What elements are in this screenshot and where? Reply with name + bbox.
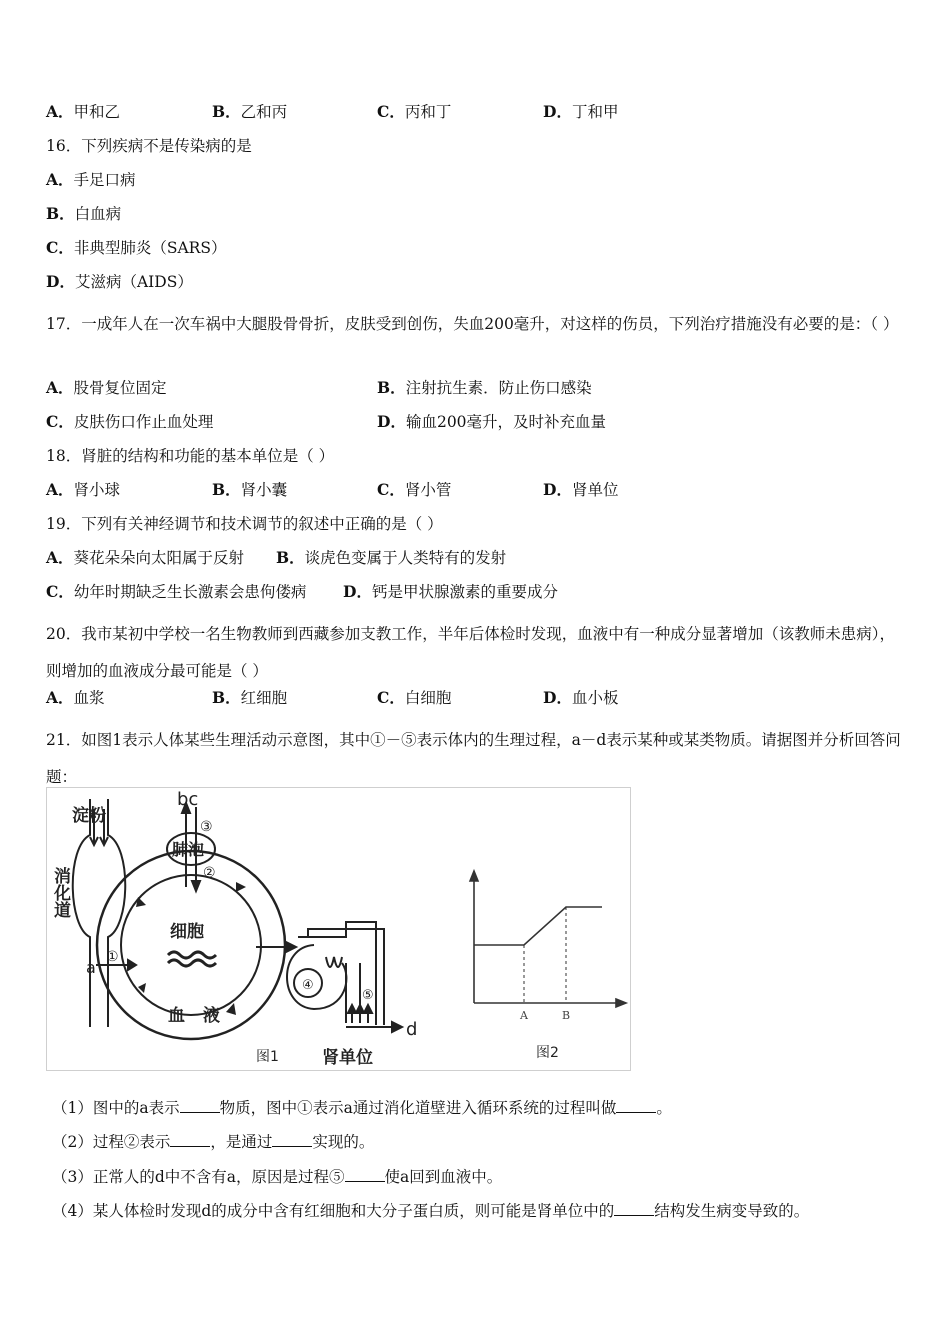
q17-option-c: C．皮肤伤口作止血处理: [46, 412, 214, 431]
q19-option-d: D．钙是甲状腺激素的重要成分: [343, 582, 558, 601]
answer-blank[interactable]: [345, 1167, 385, 1182]
figure2-tick-a: A: [520, 1009, 528, 1022]
label-digestive-tract: 消化道: [50, 867, 70, 918]
q17-option-d: D．输血200毫升，及时补充血量: [377, 412, 607, 431]
q20-option-c: C．白细胞: [377, 688, 452, 707]
answer-blank[interactable]: [272, 1132, 312, 1147]
q15-option-a: A．甲和乙: [46, 102, 121, 121]
q16-option-c: C．非典型肺炎（SARS）: [46, 238, 227, 257]
label-nephron: 肾单位: [322, 1048, 373, 1068]
q16-stem: 16．下列疾病不是传染病的是: [46, 137, 252, 155]
q20-option-b: B．红细胞: [212, 688, 288, 707]
q16-option-a: A．手足口病: [46, 170, 136, 189]
q16-option-d: D．艾滋病（AIDS）: [46, 272, 193, 291]
q19-option-b: B．谈虎色变属于人类特有的发射: [276, 548, 507, 567]
q18-option-c: C．肾小管: [377, 480, 452, 499]
figure2-label: 图2: [536, 1045, 559, 1061]
label-a: a: [86, 958, 96, 977]
answer-blank[interactable]: [614, 1201, 654, 1216]
q21-stem: 21．如图1表示人体某些生理活动示意图，其中①－⑤表示体内的生理过程，a－d表示某种或某类物质。请据图并分析回答问题：: [46, 731, 901, 786]
figure1-label: 图1: [256, 1049, 279, 1065]
label-d: d: [406, 1019, 418, 1040]
q15-option-b: B．乙和丙: [212, 102, 288, 121]
q15-option-c: C．丙和丁: [377, 102, 452, 121]
label-bc: bc: [177, 789, 199, 810]
q20-stem: 20．我市某初中学校一名生物教师到西藏参加支教工作，半年后体检时发现，血液中有一种成分显著增加（该教师未患病），则增加的血液成分最可能是（ ）: [46, 625, 895, 680]
q19-option-c: C．幼年时期缺乏生长激素会患佝偻病: [46, 582, 307, 601]
q16-option-b: B．白血病: [46, 204, 122, 223]
figure2-tick-b: B: [562, 1009, 571, 1022]
q21-figure: [46, 787, 631, 1071]
q21-sub-2: （2）过程②表示 ，是通过 实现的。: [52, 1133, 375, 1151]
label-starch: 淀粉: [72, 806, 106, 826]
q15-option-d: D．丁和甲: [543, 102, 619, 121]
answer-blank[interactable]: [170, 1132, 210, 1147]
q19-option-a: A．葵花朵朵向太阳属于反射: [46, 548, 245, 567]
label-alveoli: 肺泡: [172, 840, 205, 859]
q20-option-d: D．血小板: [543, 688, 619, 707]
marker-1: ①: [106, 949, 119, 965]
q18-option-d: D．肾单位: [543, 480, 619, 499]
label-cell: 细胞: [170, 922, 204, 942]
q18-option-a: A．肾小球: [46, 480, 121, 499]
q20-option-a: A．血浆: [46, 688, 105, 707]
marker-2: ②: [203, 865, 216, 881]
q21-sub-4: （4）某人体检时发现d的成分中含有红细胞和大分子蛋白质，则可能是肾单位中的 结构发生病变导致的。: [52, 1202, 810, 1220]
q19-stem: 19．下列有关神经调节和技术调节的叙述中正确的是（ ）: [46, 515, 443, 533]
q21-sub-1: （1）图中的a表示 物质，图中①表示a通过消化道壁进入循环系统的过程叫做 。: [52, 1099, 672, 1117]
q18-stem: 18．肾脏的结构和功能的基本单位是（ ）: [46, 447, 335, 465]
marker-4: ④: [302, 978, 314, 993]
q17-option-a: A．股骨复位固定: [46, 378, 167, 397]
q18-option-b: B．肾小囊: [212, 480, 288, 499]
q17-stem: 17．一成年人在一次车祸中大腿股骨骨折，皮肤受到创伤，失血200毫升，对这样的伤员，下列治疗措施没有必要的是：（ ）: [46, 315, 899, 333]
marker-5: ⑤: [362, 988, 374, 1003]
answer-blank[interactable]: [616, 1098, 656, 1113]
q17-option-b: B．注射抗生素．防止伤口感染: [377, 378, 592, 397]
answer-blank[interactable]: [180, 1098, 220, 1113]
marker-3: ③: [200, 819, 213, 835]
q21-sub-3: （3）正常人的d中不含有a，原因是过程⑤ 使a回到血液中。: [52, 1168, 503, 1186]
label-blood: 血液: [168, 1006, 238, 1026]
